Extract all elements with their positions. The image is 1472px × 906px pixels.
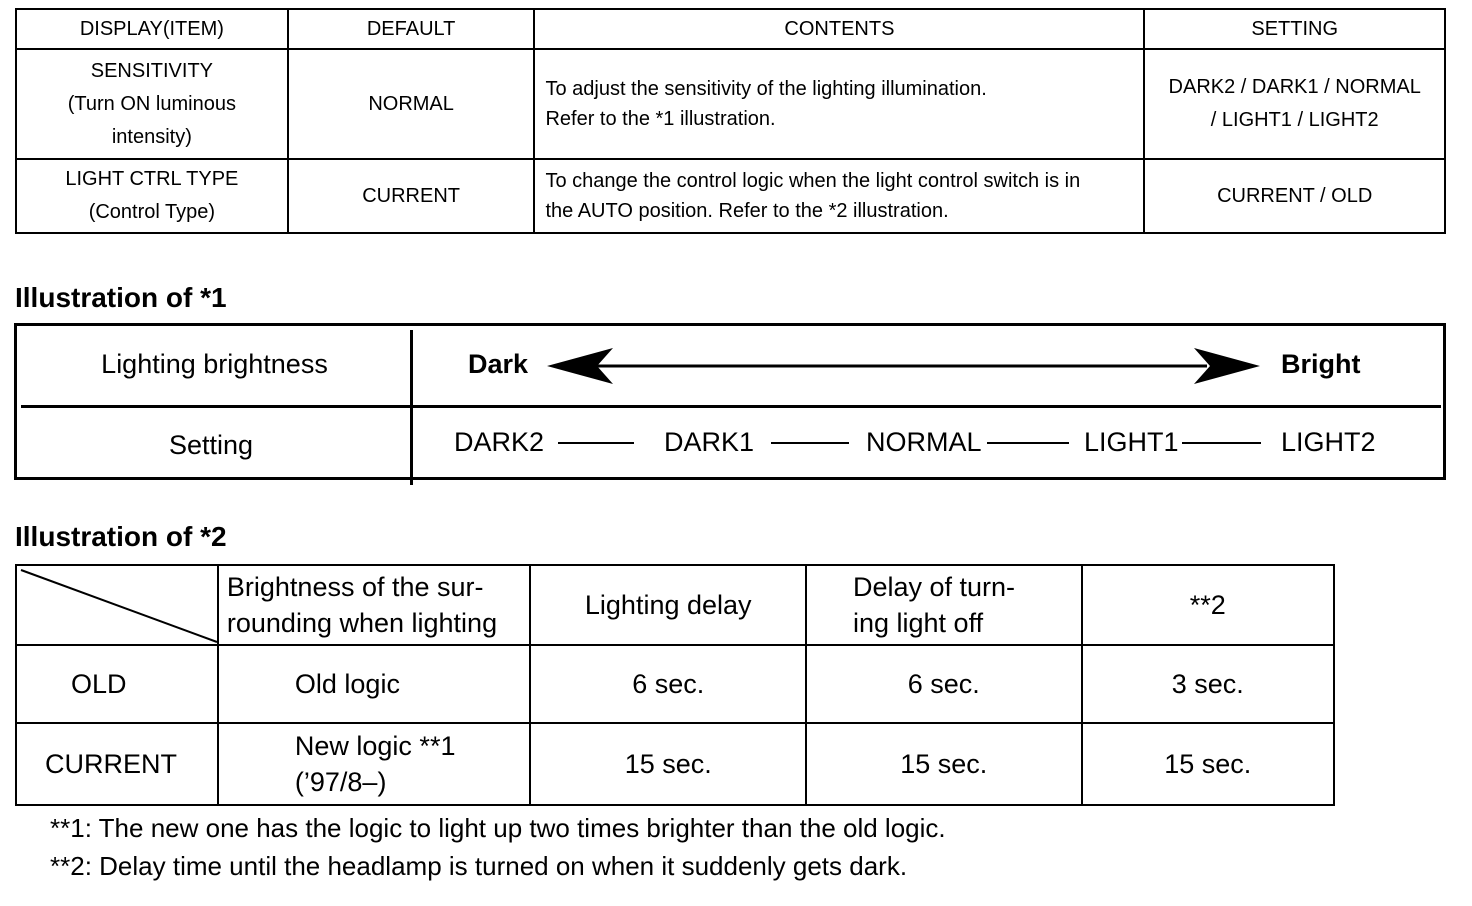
table-row	[16, 49, 1445, 159]
item-line: (Turn ON luminous	[67, 92, 236, 115]
illustration-1-box	[14, 323, 1446, 480]
contents-line: the AUTO position. Refer to the *2 illustration.	[545, 200, 949, 222]
item-line: intensity)	[111, 125, 192, 148]
contents-cell	[534, 159, 1144, 233]
setting-label: Setting	[168, 430, 254, 460]
logic-line: New logic **1	[294, 731, 456, 761]
type-cell: OLD	[16, 645, 218, 723]
logic-cell: Old logic	[218, 645, 531, 723]
item-cell	[16, 49, 288, 159]
contents-line: To change the control logic when the light control switch is in	[545, 170, 1081, 192]
col-header-note2: **2	[1082, 565, 1334, 645]
bright-label: Bright	[1281, 349, 1361, 379]
illustration-1-heading: Illustration of *1	[15, 282, 227, 313]
step-connector	[771, 442, 849, 444]
lighting-delay-cell: 15 sec.	[530, 723, 806, 805]
illustration-2-heading: Illustration of *2	[15, 521, 227, 552]
table-row	[16, 723, 1334, 805]
header-line: Delay of turn-	[852, 572, 1016, 602]
setting-line: DARK2 / DARK1 / NORMAL	[1168, 76, 1421, 98]
col-header-setting: SETTING	[1144, 9, 1445, 49]
setting-step-dark1: DARK1	[664, 427, 755, 457]
header-line: rounding when lighting	[226, 608, 498, 638]
table-header-row	[16, 9, 1445, 49]
default-cell: NORMAL	[288, 49, 535, 159]
setting-line: / LIGHT1 / LIGHT2	[1210, 109, 1379, 131]
item-line: LIGHT CTRL TYPE	[65, 168, 239, 190]
footnote-2: **2: Delay time until the headlamp is turned on when it suddenly gets dark.	[50, 851, 908, 881]
footnote-1: **1: The new one has the logic to light up two times brighter than the old logic.	[50, 813, 946, 843]
col-header-display-item: DISPLAY(ITEM)	[16, 9, 288, 49]
col-header-default: DEFAULT	[288, 9, 535, 49]
type-cell: CURRENT	[16, 723, 218, 805]
note2-cell: 3 sec.	[1082, 645, 1334, 723]
default-cell: CURRENT	[288, 159, 535, 233]
control-logic-table	[15, 564, 1335, 806]
header-line: ing light off	[852, 608, 984, 638]
header-line: Brightness of the sur-	[226, 572, 484, 602]
table-header-row	[16, 565, 1334, 645]
note2-cell: 15 sec.	[1082, 723, 1334, 805]
step-connector	[1182, 442, 1261, 444]
col-header-lighting-delay: Lighting delay	[530, 565, 806, 645]
col-header-contents: CONTENTS	[534, 9, 1144, 49]
lighting-delay-cell: 6 sec.	[530, 645, 806, 723]
setting-step-dark2: DARK2	[454, 427, 545, 457]
col-header-brightness	[218, 565, 531, 645]
setting-cell	[1144, 49, 1445, 159]
diagonal-corner-cell	[16, 565, 218, 645]
step-connector	[987, 442, 1069, 444]
setting-step-normal: NORMAL	[866, 427, 982, 457]
item-line: SENSITIVITY	[90, 59, 213, 82]
setting-step-light1: LIGHT1	[1084, 427, 1179, 457]
dark-label: Dark	[468, 349, 529, 379]
logic-line: (’97/8–)	[294, 767, 387, 797]
setting-cell: CURRENT / OLD	[1144, 159, 1445, 233]
setting-step-light2: LIGHT2	[1281, 427, 1376, 457]
delay-off-cell: 15 sec.	[806, 723, 1082, 805]
table-row	[16, 159, 1445, 233]
lighting-brightness-label: Lighting brightness	[101, 349, 328, 379]
item-cell	[16, 159, 288, 233]
diagonal-line-icon	[17, 566, 219, 644]
item-line: (Control Type)	[88, 201, 216, 223]
settings-table	[15, 8, 1446, 234]
col-header-delay-off	[806, 565, 1082, 645]
contents-cell	[534, 49, 1144, 159]
table-row	[16, 645, 1334, 723]
delay-off-cell: 6 sec.	[806, 645, 1082, 723]
logic-cell	[218, 723, 531, 805]
contents-line: Refer to the *1 illustration.	[545, 108, 776, 130]
contents-line: To adjust the sensitivity of the lighting illumination.	[545, 78, 987, 100]
step-connector	[558, 442, 634, 444]
